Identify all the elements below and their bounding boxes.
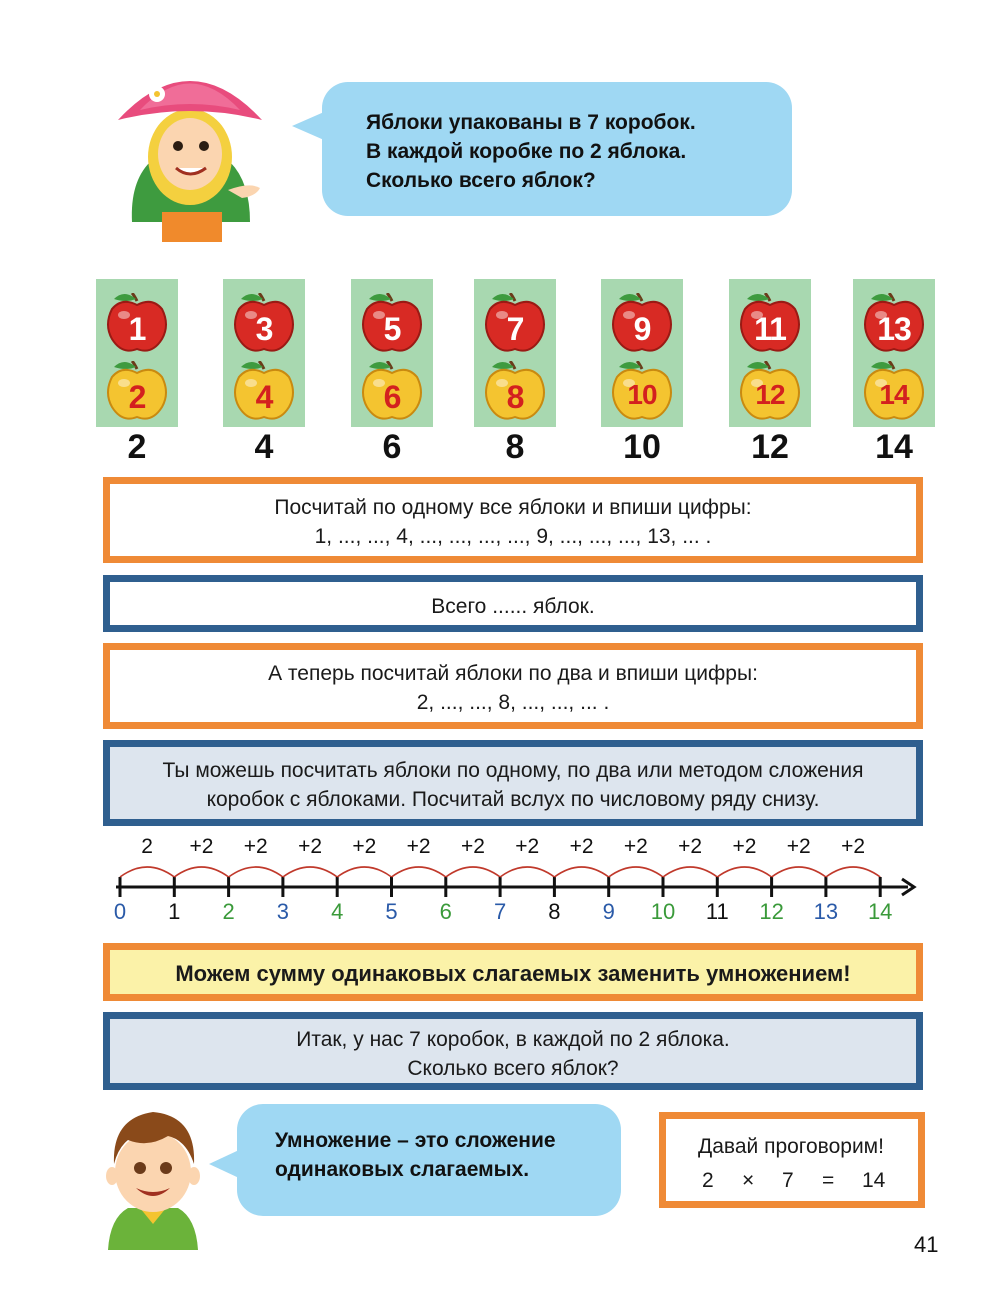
red-apple-icon (609, 293, 675, 355)
number-line-number: 5 (385, 899, 398, 924)
step-label: +2 (569, 835, 594, 858)
apple-number: 9 (633, 311, 651, 347)
yellow-apple-icon (609, 361, 675, 423)
step-arc (554, 867, 608, 877)
box-total: 12 (751, 428, 789, 466)
step-label: +2 (298, 835, 323, 858)
intro-line-1: Яблоки упакованы в 7 коробок. (366, 111, 696, 134)
boy-illustration (98, 1100, 208, 1250)
page-number: 41 (914, 1232, 939, 1257)
step-label: +2 (841, 835, 866, 858)
yellow-apple-icon (359, 361, 425, 423)
number-line-number: 13 (813, 899, 839, 924)
step-arc (609, 867, 663, 877)
summary-question (103, 1012, 923, 1090)
box-total: 6 (382, 428, 402, 466)
number-line-number: 8 (548, 899, 561, 924)
number-line-number: 12 (759, 899, 784, 924)
apple-number: 10 (627, 379, 657, 410)
apple-number: 6 (383, 379, 401, 415)
product-result: 14 (862, 1169, 886, 1192)
red-apple-icon (482, 293, 548, 355)
boy-line-2: одинаковых слагаемых. (275, 1158, 530, 1181)
apple-box (474, 279, 556, 427)
step-arc (500, 867, 554, 877)
step-arc (283, 867, 337, 877)
intro-speech-bubble (322, 82, 792, 216)
number-line-number: 4 (331, 899, 344, 924)
red-apple-icon (231, 293, 297, 355)
box-total: 4 (254, 428, 274, 466)
factor-b: 7 (782, 1169, 794, 1192)
step-arc (120, 867, 174, 877)
number-line-number: 6 (439, 899, 452, 924)
yellow-apple-icon (482, 361, 548, 423)
apple-box (96, 279, 178, 427)
apple-box (223, 279, 305, 427)
step-label: +2 (352, 835, 377, 858)
step-arc (826, 867, 880, 877)
apple-number: 5 (383, 311, 401, 347)
yellow-apple-icon (104, 361, 170, 423)
step-label: +2 (189, 835, 214, 858)
red-apple-icon (861, 293, 927, 355)
apple-box (853, 279, 935, 427)
step-arc (392, 867, 446, 877)
step-label: +2 (732, 835, 757, 858)
boy-speech-bubble (237, 1104, 621, 1216)
apple-number: 13 (877, 311, 911, 347)
count-by-two-task (103, 643, 923, 729)
number-line-number: 9 (602, 899, 615, 924)
step-arc (772, 867, 826, 877)
apple-box (601, 279, 683, 427)
equals-sign: = (822, 1169, 835, 1192)
yellow-apple-icon (861, 361, 927, 423)
total-task (103, 575, 923, 632)
task4-line-1: Ты можешь посчитать яблоки по одному, по два или методом сложения (162, 759, 864, 782)
number-line-number: 0 (113, 899, 127, 924)
task5-line-1: Итак, у нас 7 коробок, в каждой по 2 яблока. (296, 1028, 730, 1051)
step-label: 2 (141, 835, 153, 858)
number-line-number: 7 (493, 899, 507, 924)
apple-number: 3 (255, 311, 273, 347)
multiply-sign: × (742, 1169, 755, 1192)
yellow-apple-icon (737, 361, 803, 423)
step-arc (174, 867, 228, 877)
step-arc (663, 867, 717, 877)
multiplication-rule (103, 943, 923, 1001)
total-text: Всего ...... яблок. (431, 595, 595, 618)
number-line-number: 10 (650, 899, 676, 924)
count-by-one-task (103, 477, 923, 563)
task3-sequence: 2, ..., ..., 8, ..., ..., ... . (416, 691, 610, 714)
apple-number: 8 (506, 379, 524, 415)
girl-illustration (110, 62, 280, 242)
intro-line-2: В каждой коробке по 2 яблока. (366, 140, 687, 163)
number-line-number: 2 (222, 899, 235, 924)
apple-number: 4 (255, 379, 273, 415)
apple-number: 2 (128, 379, 146, 415)
task5-line-2: Сколько всего яблок? (407, 1057, 619, 1080)
step-label: +2 (623, 835, 648, 858)
task4-line-2: коробок с яблоками. Посчитай вслух по числовому ряду снизу. (206, 788, 820, 811)
say-title: Давай проговорим! (698, 1135, 884, 1158)
intro-line-3: Сколько всего яблок? (366, 169, 596, 192)
apple-number: 1 (128, 311, 146, 347)
apple-number: 14 (879, 379, 909, 410)
box-total: 10 (623, 428, 661, 466)
step-label: +2 (243, 835, 268, 858)
apple-box (351, 279, 433, 427)
number-line-number: 11 (705, 899, 729, 924)
step-label: +2 (460, 835, 485, 858)
apple-box (729, 279, 811, 427)
red-apple-icon (737, 293, 803, 355)
number-line-number: 14 (867, 899, 893, 924)
task3-instruction: А теперь посчитай яблоки по два и впиши цифры: (268, 662, 758, 685)
step-arc (229, 867, 283, 877)
step-arc (717, 867, 771, 877)
step-label: +2 (515, 835, 540, 858)
red-apple-icon (104, 293, 170, 355)
apple-number: 7 (506, 311, 524, 347)
number-line-number: 3 (276, 899, 290, 924)
task1-instruction: Посчитай по одному все яблоки и впиши цифры: (274, 496, 752, 519)
apple-number: 12 (755, 379, 785, 410)
counting-methods-info (103, 740, 923, 826)
say-aloud-box (659, 1112, 925, 1208)
yellow-apple-icon (231, 361, 297, 423)
apple-number: 11 (754, 311, 786, 347)
boy-line-1: Умножение – это сложение (275, 1129, 556, 1152)
red-apple-icon (359, 293, 425, 355)
step-arc (337, 867, 391, 877)
step-label: +2 (406, 835, 431, 858)
box-total: 8 (505, 428, 525, 466)
task1-sequence: 1, ..., ..., 4, ..., ..., ..., ..., 9, ..., ..., ..., 13, ... . (314, 525, 712, 548)
rule-text: Можем сумму одинаковых слагаемых заменить умножением! (175, 961, 851, 986)
box-total: 2 (127, 428, 147, 466)
step-label: +2 (786, 835, 811, 858)
factor-a: 2 (702, 1169, 714, 1192)
step-arc (446, 867, 500, 877)
box-total: 14 (875, 428, 913, 466)
number-line-number: 1 (168, 899, 181, 924)
step-label: +2 (678, 835, 703, 858)
